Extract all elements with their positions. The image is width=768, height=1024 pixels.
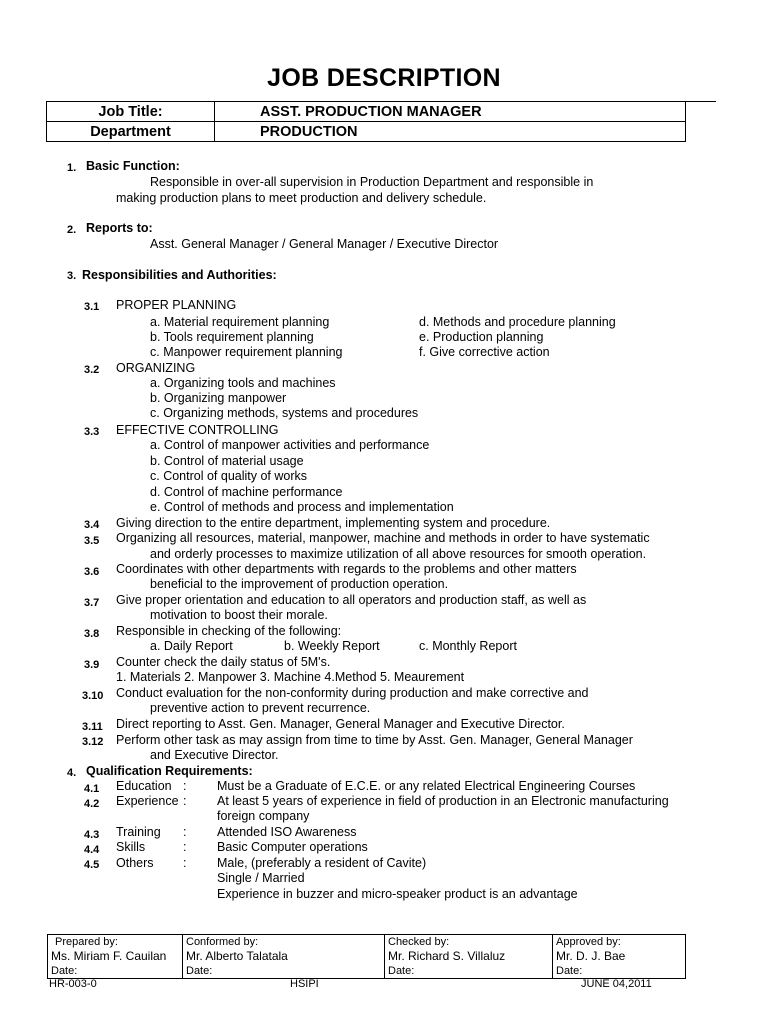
colon: :: [183, 779, 187, 793]
signature-date: Date:: [388, 964, 415, 977]
sub-item: a. Material requirement planning: [150, 315, 330, 329]
section-number: 1.: [67, 162, 77, 174]
sub-item: b. Organizing manpower: [150, 391, 287, 405]
sub-item: c. Manpower requirement planning: [150, 345, 343, 359]
item-title: EFFECTIVE CONTROLLING: [116, 423, 279, 437]
signature-role: Conformed by:: [186, 936, 259, 948]
sub-item: c. Organizing methods, systems and procedures: [150, 406, 419, 420]
qualification-value: Single / Married: [217, 871, 305, 885]
item-text: Coordinates with other departments with regards to the problems and other matters: [116, 562, 577, 576]
item-text: motivation to boost their morale.: [150, 608, 328, 622]
item-title: PROPER PLANNING: [116, 298, 237, 312]
signature-cell-approved: [553, 935, 686, 979]
item-number: 4.3: [84, 829, 100, 841]
sub-item: a. Daily Report: [150, 639, 233, 653]
item-text: Counter check the daily status of 5M's.: [116, 655, 331, 669]
item-text: 1. Materials 2. Manpower 3. Machine 4.Method 5. Meaurement: [116, 670, 465, 684]
item-number: 3.12: [82, 736, 104, 748]
signature-name: Ms. Miriam F. Cauilan: [51, 949, 167, 964]
item-text: preventive action to prevent recurrence.: [150, 701, 371, 715]
item-number: 3.7: [84, 597, 100, 609]
qualification-value: Male, (preferably a resident of Cavite): [217, 856, 427, 870]
item-text: Perform other task as may assign from time to time by Asst. Gen. Manager, General Manager: [116, 733, 633, 747]
item-number: 3.6: [84, 566, 100, 578]
qualification-label: Skills: [116, 840, 146, 854]
qualification-label: Training: [116, 825, 161, 839]
text-line: Asst. General Manager / General Manager / Executive Director: [150, 237, 499, 251]
signature-cell-prepared: [48, 935, 183, 979]
item-number: 4.4: [84, 844, 100, 856]
section-number: 4.: [67, 767, 77, 779]
section-heading-qualifications: Qualification Requirements:: [86, 764, 253, 778]
text-line: making production plans to meet production and delivery schedule.: [116, 191, 487, 205]
qualification-value: Basic Computer operations: [217, 840, 368, 854]
sub-item: d. Methods and procedure planning: [419, 315, 616, 329]
section-number: 2.: [67, 224, 77, 236]
colon: :: [183, 825, 187, 839]
item-text: Giving direction to the entire department, implementing system and procedure.: [116, 516, 551, 530]
qualification-value: At least 5 years of experience in field of production in an Electronic manufacturing: [217, 794, 669, 808]
item-number: 4.5: [84, 859, 100, 871]
footer-date: JUNE 04,2011: [581, 978, 652, 990]
item-text: Responsible in checking of the following:: [116, 624, 342, 638]
signature-date: Date:: [51, 964, 78, 977]
item-number: 3.8: [84, 628, 100, 640]
sub-item: d. Control of machine performance: [150, 485, 343, 499]
signature-cell-checked: [385, 935, 553, 979]
job-header-table: [46, 101, 686, 142]
item-number: 3.9: [84, 659, 100, 671]
qualification-label: Education: [116, 779, 172, 793]
sub-item: b. Weekly Report: [284, 639, 380, 653]
sub-item: e. Control of methods and process and implementation: [150, 500, 454, 514]
signature-name: Mr. Alberto Talatala: [186, 949, 288, 964]
document-title: JOB DESCRIPTION: [267, 64, 501, 92]
job-title-label: Job Title:: [47, 102, 215, 122]
item-number: 4.1: [84, 783, 100, 795]
item-title: ORGANIZING: [116, 361, 196, 375]
sub-item: b. Tools requirement planning: [150, 330, 314, 344]
signature-role: Prepared by:: [55, 936, 118, 948]
section-number: 3.: [67, 270, 77, 282]
department-label: Department: [47, 122, 215, 142]
department-value: PRODUCTION: [215, 122, 686, 142]
signature-name: Mr. Richard S. Villaluz: [388, 949, 506, 964]
item-number: 3.5: [84, 535, 100, 547]
section-heading-reports-to: Reports to:: [86, 221, 153, 235]
qualification-value: Attended ISO Awareness: [217, 825, 357, 839]
item-number: 3.10: [82, 690, 104, 702]
signature-name: Mr. D. J. Bae: [556, 949, 626, 964]
sub-item: b. Control of material usage: [150, 454, 304, 468]
item-number: 3.11: [82, 721, 103, 733]
item-text: and Executive Director.: [150, 748, 279, 762]
text-line: Responsible in over-all supervision in Production Department and responsible in: [150, 175, 594, 189]
item-text: Organizing all resources, material, manpower, machine and methods in order to have systematic: [116, 531, 650, 545]
sub-item: f. Give corrective action: [419, 345, 550, 359]
item-text: beneficial to the improvement of production operation.: [150, 577, 449, 591]
item-number: 3.1: [84, 301, 100, 313]
sub-item: c. Monthly Report: [419, 639, 517, 653]
section-heading-basic-function: Basic Function:: [86, 159, 180, 173]
qualification-value: foreign company: [217, 809, 310, 823]
sub-item: a. Control of manpower activities and performance: [150, 438, 430, 452]
item-text: Give proper orientation and education to all operators and production staff, as well as: [116, 593, 587, 607]
footer-form-code: HR-003-0: [49, 978, 97, 990]
sub-item: c. Control of quality of works: [150, 469, 308, 483]
item-text: and orderly processes to maximize utilization of all above resources for smooth operation.: [150, 547, 647, 561]
item-text: Conduct evaluation for the non-conformity during production and make corrective and: [116, 686, 589, 700]
signature-role: Approved by:: [556, 936, 621, 948]
colon: :: [183, 856, 187, 870]
item-text: Direct reporting to Asst. Gen. Manager, General Manager and Executive Director.: [116, 717, 565, 731]
footer-company: HSIPI: [290, 978, 319, 990]
colon: :: [183, 794, 187, 808]
sub-item: a. Organizing tools and machines: [150, 376, 336, 390]
signature-cell-conformed: [183, 935, 385, 979]
item-number: 3.2: [84, 364, 100, 376]
qualification-value: Experience in buzzer and micro-speaker product is an advantage: [217, 887, 578, 901]
colon: :: [183, 840, 187, 854]
job-title-value: ASST. PRODUCTION MANAGER: [215, 102, 686, 122]
signature-role: Checked by:: [388, 936, 450, 948]
item-number: 3.4: [84, 519, 100, 531]
section-heading-responsibilities: Responsibilities and Authorities:: [82, 268, 277, 282]
qualification-value: Must be a Graduate of E.C.E. or any related Electrical Engineering Courses: [217, 779, 636, 793]
qualification-label: Others: [116, 856, 154, 870]
qualification-label: Experience: [116, 794, 179, 808]
signature-date: Date:: [556, 964, 583, 977]
signature-table: [47, 934, 686, 979]
signature-date: Date:: [186, 964, 213, 977]
sub-item: e. Production planning: [419, 330, 544, 344]
item-number: 3.3: [84, 426, 100, 438]
item-number: 4.2: [84, 798, 100, 810]
